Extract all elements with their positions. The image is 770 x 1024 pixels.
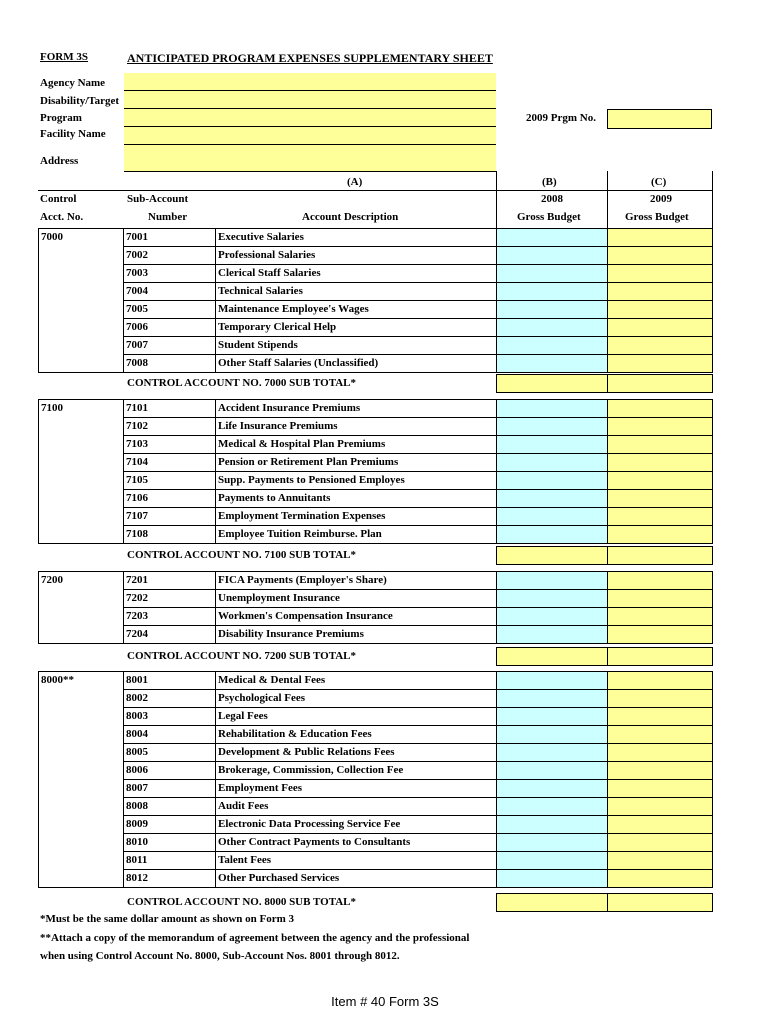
budget-2008-cell[interactable] [497,399,607,417]
row-divider [123,300,713,301]
row-divider [38,571,713,572]
budget-2009-cell[interactable] [608,743,712,761]
column-divider [712,399,713,544]
b-label-header: Gross Budget [517,211,581,223]
sub-account-number: 7103 [126,438,148,450]
row-divider [123,761,713,762]
budget-2009-cell[interactable] [608,625,712,643]
sub-account-number: 7101 [126,402,148,414]
subtotal-label: CONTROL ACCOUNT NO. 7100 SUB TOTAL* [127,549,357,561]
budget-2008-cell[interactable] [497,507,607,525]
row-divider [123,689,713,690]
budget-2008-cell[interactable] [497,851,607,869]
sub-account-number: 8001 [126,674,148,686]
row-divider [123,417,713,418]
account-description: Talent Fees [218,854,272,866]
address-field[interactable] [124,171,496,172]
budget-2009-cell[interactable] [608,571,712,589]
budget-2009-cell[interactable] [608,354,712,372]
sub-account-number: 7002 [126,249,148,261]
sub-account-number: 8012 [126,872,148,884]
budget-2009-cell[interactable] [608,671,712,689]
account-description: Life Insurance Premiums [218,420,338,432]
note-2: **Attach a copy of the memorandum of agreement between the agency and the professional [40,932,470,944]
budget-2008-cell[interactable] [497,435,607,453]
row-divider [123,779,713,780]
budget-2008-cell[interactable] [497,282,607,300]
sub-account-number: 8010 [126,836,148,848]
acct-no-header: Acct. No. [40,211,84,223]
sub-account-number: 7107 [126,510,148,522]
budget-2008-cell[interactable] [497,471,607,489]
account-description: Audit Fees [218,800,269,812]
budget-2008-cell[interactable] [497,300,607,318]
budget-2009-cell[interactable] [608,707,712,725]
account-description: Other Contract Payments to Consultants [218,836,411,848]
budget-2009-cell[interactable] [608,471,712,489]
sub-account-number: 7007 [126,339,148,351]
subtotal-2008-field[interactable] [496,546,608,565]
row-divider [123,246,713,247]
budget-2009-cell[interactable] [608,507,712,525]
account-description: Employee Tuition Reimburse. Plan [218,528,382,540]
col-a-header: (A) [347,176,363,188]
account-description: Workmen's Compensation Insurance [218,610,393,622]
sub-account-number: 7201 [126,574,148,586]
budget-2009-cell[interactable] [608,300,712,318]
control-acct-no: 8000** [41,674,74,686]
row-divider [123,453,713,454]
col-c-header: (C) [651,176,667,188]
column-divider [38,399,39,544]
budget-2009-cell[interactable] [608,435,712,453]
budget-2009-cell[interactable] [608,336,712,354]
column-divider [38,571,39,644]
row-divider [38,887,713,888]
budget-2009-cell[interactable] [608,417,712,435]
row-divider [123,507,713,508]
account-description: Legal Fees [218,710,268,722]
desc-header: Account Description [302,211,399,223]
budget-2009-cell[interactable] [608,869,712,887]
budget-2009-cell[interactable] [608,725,712,743]
row-divider [123,264,713,265]
row-divider [123,525,713,526]
budget-2008-cell[interactable] [497,833,607,851]
budget-2009-cell[interactable] [608,815,712,833]
sub-account-number: 8009 [126,818,148,830]
account-description: FICA Payments (Employer's Share) [218,574,387,586]
prgm-no-field[interactable] [607,109,712,129]
sub-account-number: 8011 [126,854,148,866]
row-divider [123,489,713,490]
budget-2008-cell[interactable] [497,354,607,372]
account-description: Medical & Dental Fees [218,674,326,686]
subtotal-2008-field[interactable] [496,647,608,666]
c-label-header: Gross Budget [625,211,689,223]
subtotal-label: CONTROL ACCOUNT NO. 7200 SUB TOTAL* [127,650,357,662]
column-divider [496,228,497,373]
column-divider [607,399,608,544]
page-footer: Item # 40 Form 3S [331,994,439,1009]
number-header: Number [148,211,188,223]
budget-2008-cell[interactable] [497,417,607,435]
sub-account-number: 7203 [126,610,148,622]
subtotal-2009-field[interactable] [607,374,713,393]
budget-2009-cell[interactable] [608,525,712,543]
column-divider [496,399,497,544]
account-description: Employment Termination Expenses [218,510,386,522]
account-description: Unemployment Insurance [218,592,340,604]
row-divider [38,671,713,672]
facility-name-label: Facility Name [40,128,106,140]
row-divider [38,543,713,544]
budget-2009-cell[interactable] [608,246,712,264]
row-divider [123,707,713,708]
row-divider [123,435,713,436]
account-description: Accident Insurance Premiums [218,402,361,414]
control-header: Control [40,193,77,205]
budget-2008-cell[interactable] [497,318,607,336]
col-divider [607,171,608,228]
form-title: ANTICIPATED PROGRAM EXPENSES SUPPLEMENTARY SHEET [127,51,493,65]
budget-2009-cell[interactable] [608,689,712,707]
sub-account-number: 8004 [126,728,148,740]
account-description: Other Staff Salaries (Unclassified) [218,357,379,369]
budget-2008-cell[interactable] [497,571,607,589]
note-3: when using Control Account No. 8000, Sub-Account Nos. 8001 through 8012. [40,950,400,962]
sub-account-number: 7005 [126,303,148,315]
control-acct-no: 7100 [41,402,63,414]
disability-target-label: Disability/Target [40,95,120,107]
agency-name-field[interactable] [124,90,496,91]
row-divider [123,336,713,337]
budget-2009-cell[interactable] [608,489,712,507]
column-divider [215,671,216,888]
column-divider [712,571,713,644]
facility-name-field[interactable] [124,144,496,145]
budget-2008-cell[interactable] [497,453,607,471]
subtotal-2008-field[interactable] [496,374,608,393]
sub-account-number: 7003 [126,267,148,279]
account-description: Executive Salaries [218,231,304,243]
header-divider [38,190,712,191]
account-description: Electronic Data Processing Service Fee [218,818,401,830]
row-divider [123,797,713,798]
budget-2008-cell[interactable] [497,246,607,264]
column-divider [607,571,608,644]
budget-2009-cell[interactable] [608,318,712,336]
row-divider [123,318,713,319]
column-divider [215,571,216,644]
row-divider [123,607,713,608]
col-b-header: (B) [542,176,557,188]
budget-2008-cell[interactable] [497,589,607,607]
account-description: Pension or Retirement Plan Premiums [218,456,399,468]
sub-account-number: 8008 [126,800,148,812]
row-divider [123,869,713,870]
budget-2008-cell[interactable] [497,761,607,779]
note-1: *Must be the same dollar amount as shown on Form 3 [40,913,295,925]
budget-2008-cell[interactable] [497,707,607,725]
account-description: Maintenance Employee's Wages [218,303,369,315]
subtotal-2008-field[interactable] [496,893,608,912]
budget-2009-cell[interactable] [608,453,712,471]
disability-target-field[interactable] [124,108,496,109]
account-description: Professional Salaries [218,249,316,261]
column-divider [607,671,608,888]
row-divider [123,833,713,834]
b-year-header: 2008 [541,193,563,205]
sub-account-number: 7008 [126,357,148,369]
account-description: Other Purchased Services [218,872,340,884]
budget-2008-cell[interactable] [497,797,607,815]
account-description: Rehabilitation & Education Fees [218,728,372,740]
budget-2009-cell[interactable] [608,264,712,282]
account-description: Clerical Staff Salaries [218,267,321,279]
budget-2009-cell[interactable] [608,761,712,779]
row-divider [38,228,713,229]
control-acct-no: 7200 [41,574,63,586]
budget-2008-cell[interactable] [497,336,607,354]
sub-account-number: 7001 [126,231,148,243]
budget-2008-cell[interactable] [497,607,607,625]
column-divider [215,399,216,544]
row-divider [123,282,713,283]
budget-2008-cell[interactable] [497,725,607,743]
sub-account-number: 7106 [126,492,148,504]
budget-2008-cell[interactable] [497,779,607,797]
sub-account-number: 8003 [126,710,148,722]
sub-account-number: 7004 [126,285,148,297]
row-divider [123,625,713,626]
agency-name-label: Agency Name [40,77,106,89]
budget-2009-cell[interactable] [608,797,712,815]
sub-account-number: 8002 [126,692,148,704]
sub-account-header: Sub-Account [127,193,189,205]
budget-2009-cell[interactable] [608,607,712,625]
column-divider [123,228,124,373]
account-description: Temporary Clerical Help [218,321,337,333]
column-divider [607,228,608,373]
account-description: Brokerage, Commission, Collection Fee [218,764,404,776]
sub-account-number: 8006 [126,764,148,776]
address-label: Address [40,155,79,167]
budget-2008-cell[interactable] [497,689,607,707]
sub-account-number: 7104 [126,456,148,468]
budget-2009-cell[interactable] [608,228,712,246]
c-year-header: 2009 [650,193,672,205]
account-description: Student Stipends [218,339,298,351]
account-description: Disability Insurance Premiums [218,628,364,640]
sub-account-number: 7102 [126,420,148,432]
account-description: Psychological Fees [218,692,306,704]
row-divider [123,354,713,355]
column-divider [123,671,124,888]
account-description: Development & Public Relations Fees [218,746,395,758]
budget-2008-cell[interactable] [497,743,607,761]
form-id: FORM 3S [40,51,88,63]
account-description: Payments to Annuitants [218,492,331,504]
program-field[interactable] [124,126,496,127]
row-divider [38,643,713,644]
row-divider [123,815,713,816]
column-divider [712,671,713,888]
budget-2009-cell[interactable] [608,589,712,607]
header-input-area [124,73,496,171]
row-divider [123,725,713,726]
account-description: Supp. Payments to Pensioned Employes [218,474,405,486]
subtotal-2009-field[interactable] [607,647,713,666]
subtotal-2009-field[interactable] [607,893,713,912]
budget-2009-cell[interactable] [608,399,712,417]
column-divider [123,399,124,544]
sub-account-number: 7204 [126,628,148,640]
col-divider [496,171,497,228]
budget-2008-cell[interactable] [497,264,607,282]
budget-2008-cell[interactable] [497,671,607,689]
budget-2008-cell[interactable] [497,625,607,643]
row-divider [123,743,713,744]
account-description: Employment Fees [218,782,303,794]
budget-2009-cell[interactable] [608,282,712,300]
budget-2008-cell[interactable] [497,525,607,543]
sub-account-number: 8007 [126,782,148,794]
column-divider [496,571,497,644]
budget-2008-cell[interactable] [497,228,607,246]
budget-2008-cell[interactable] [497,815,607,833]
column-divider [496,671,497,888]
row-divider [38,372,713,373]
subtotal-label: CONTROL ACCOUNT NO. 8000 SUB TOTAL* [127,896,357,908]
column-divider [38,671,39,888]
column-divider [712,228,713,373]
sub-account-number: 7202 [126,592,148,604]
budget-2009-cell[interactable] [608,833,712,851]
account-description: Medical & Hospital Plan Premiums [218,438,386,450]
column-divider [123,571,124,644]
sub-account-number: 7006 [126,321,148,333]
column-divider [215,228,216,373]
prgm-no-label: 2009 Prgm No. [526,112,596,124]
row-divider [38,399,713,400]
col-divider [712,171,713,228]
column-divider [38,228,39,373]
budget-2009-cell[interactable] [608,851,712,869]
subtotal-label: CONTROL ACCOUNT NO. 7000 SUB TOTAL* [127,377,357,389]
row-divider [123,589,713,590]
account-description: Technical Salaries [218,285,303,297]
subtotal-2009-field[interactable] [607,546,713,565]
budget-2009-cell[interactable] [608,779,712,797]
row-divider [123,471,713,472]
sub-account-number: 8005 [126,746,148,758]
budget-2008-cell[interactable] [497,489,607,507]
sub-account-number: 7105 [126,474,148,486]
row-divider [123,851,713,852]
control-acct-no: 7000 [41,231,63,243]
sub-account-number: 7108 [126,528,148,540]
budget-2008-cell[interactable] [497,869,607,887]
program-label: Program [40,112,82,124]
